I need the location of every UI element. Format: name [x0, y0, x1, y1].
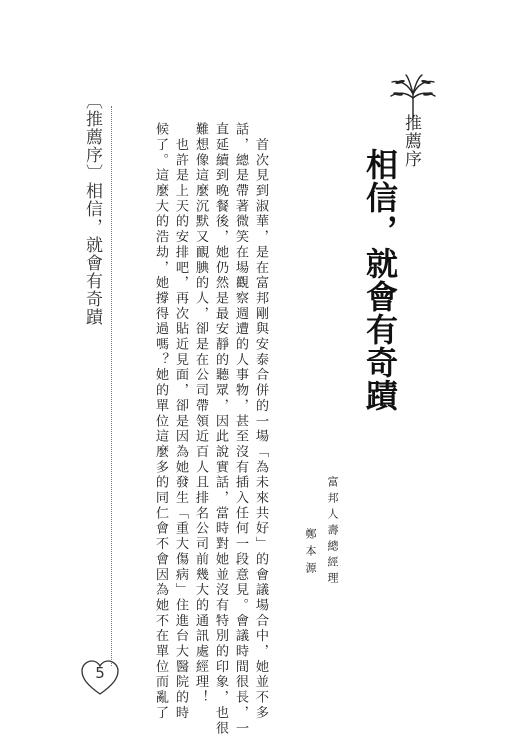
- body-column: 話，總是帶著微笑在場觀察週遭的人事物，甚至沒有插入任何一段意見。會議時間很長，一: [233, 122, 248, 736]
- divider: [111, 106, 112, 666]
- body-column: 也許是上天的安排吧，再次貼近見面，卻是因為她發生「重大傷病」住進台大醫院的時: [173, 122, 188, 721]
- running-header: ︹推薦序︺相信，就會有奇蹟: [82, 92, 102, 326]
- body-column: 直延續到晚餐後，她仍然是最安靜的聽眾，因此說實話，當時對她並沒有特別的印象，也很: [213, 122, 228, 736]
- page-title: 相信，就會有奇蹟: [361, 148, 399, 412]
- section-label: 推薦序: [401, 114, 421, 168]
- body-column: 難想像這麼沉默又靦腆的人，卻是在公司帶領近百人且排名公司前幾大的通訊處經理！: [193, 122, 208, 706]
- author-name: 鄭本源: [304, 528, 317, 579]
- author-title: 富邦人壽總經理: [326, 476, 339, 588]
- page-number: 5: [95, 664, 105, 682]
- body-column: 首次見到淑華，是在富邦剛與安泰合併的一場「為未來共好」的會議場合中，她並不多: [253, 122, 268, 721]
- body-column: 候了。這麼大的浩劫，她撐得過嗎？她的單位這麼多的同仁會不會因為她不在單位而亂了: [153, 122, 168, 721]
